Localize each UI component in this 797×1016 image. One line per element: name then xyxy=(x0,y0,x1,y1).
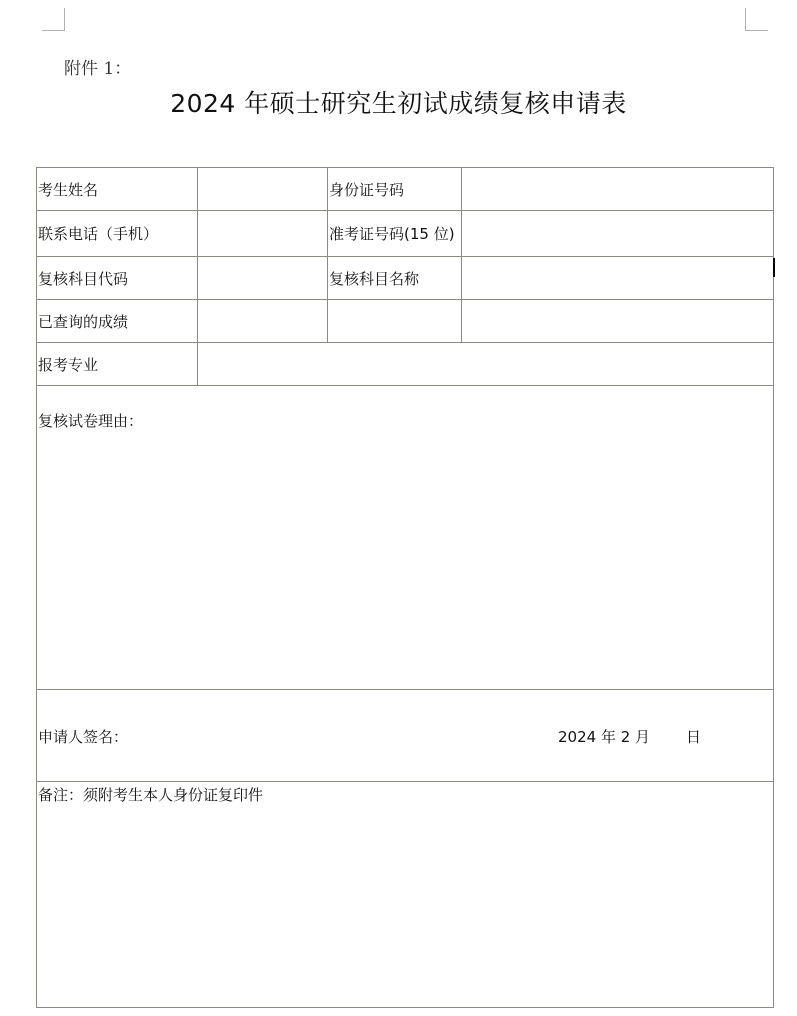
page-corner-mark-top-right xyxy=(745,8,768,31)
signature-cell[interactable] xyxy=(37,690,774,782)
page-corner-mark-top-left xyxy=(42,8,65,31)
form-row-note xyxy=(37,782,774,1008)
note-text: 备注：须附考生本人身份证复印件 xyxy=(38,786,264,804)
queried-score-cell-3[interactable] xyxy=(462,300,774,343)
queried-score-cell-1[interactable] xyxy=(198,300,328,343)
reason-label: 复核试卷理由： xyxy=(38,412,144,430)
signature-date: 2024 年 2 月 xyxy=(558,727,651,746)
label-applied-major: 报考专业 xyxy=(37,343,198,386)
label-subject-name: 复核科目名称 xyxy=(328,257,462,300)
form-row-signature xyxy=(37,690,774,782)
note-cell xyxy=(37,782,774,1008)
label-candidate-name: 考生姓名 xyxy=(37,168,198,211)
candidate-name-cell[interactable] xyxy=(198,168,328,211)
form-row-major xyxy=(37,343,774,386)
application-form-table xyxy=(36,167,774,1008)
label-admission-number: 准考证号码(15 位) xyxy=(328,211,462,257)
form-row-phone xyxy=(37,211,774,257)
signature-day: 日 xyxy=(686,727,702,746)
text-cursor xyxy=(773,258,775,277)
page-title: 2024 年硕士研究生初试成绩复核申请表 xyxy=(170,89,627,118)
label-queried-score: 已查询的成绩 xyxy=(37,300,198,343)
subject-code-cell[interactable] xyxy=(198,257,328,300)
applied-major-cell[interactable] xyxy=(198,343,774,386)
form-row-name xyxy=(37,168,774,211)
subject-name-cell[interactable] xyxy=(462,257,774,300)
phone-cell[interactable] xyxy=(198,211,328,257)
form-row-subject xyxy=(37,257,774,300)
queried-score-cell-2[interactable] xyxy=(328,300,462,343)
form-row-score xyxy=(37,300,774,343)
label-subject-code: 复核科目代码 xyxy=(37,257,198,300)
admission-number-cell[interactable] xyxy=(462,211,774,257)
label-id-number: 身份证号码 xyxy=(328,168,462,211)
attachment-label: 附件 1： xyxy=(64,59,132,79)
label-phone: 联系电话（手机） xyxy=(37,211,198,257)
form-row-reason xyxy=(37,386,774,690)
signature-label: 申请人签名： xyxy=(38,727,129,746)
id-number-cell[interactable] xyxy=(462,168,774,211)
reason-cell[interactable] xyxy=(37,386,774,690)
